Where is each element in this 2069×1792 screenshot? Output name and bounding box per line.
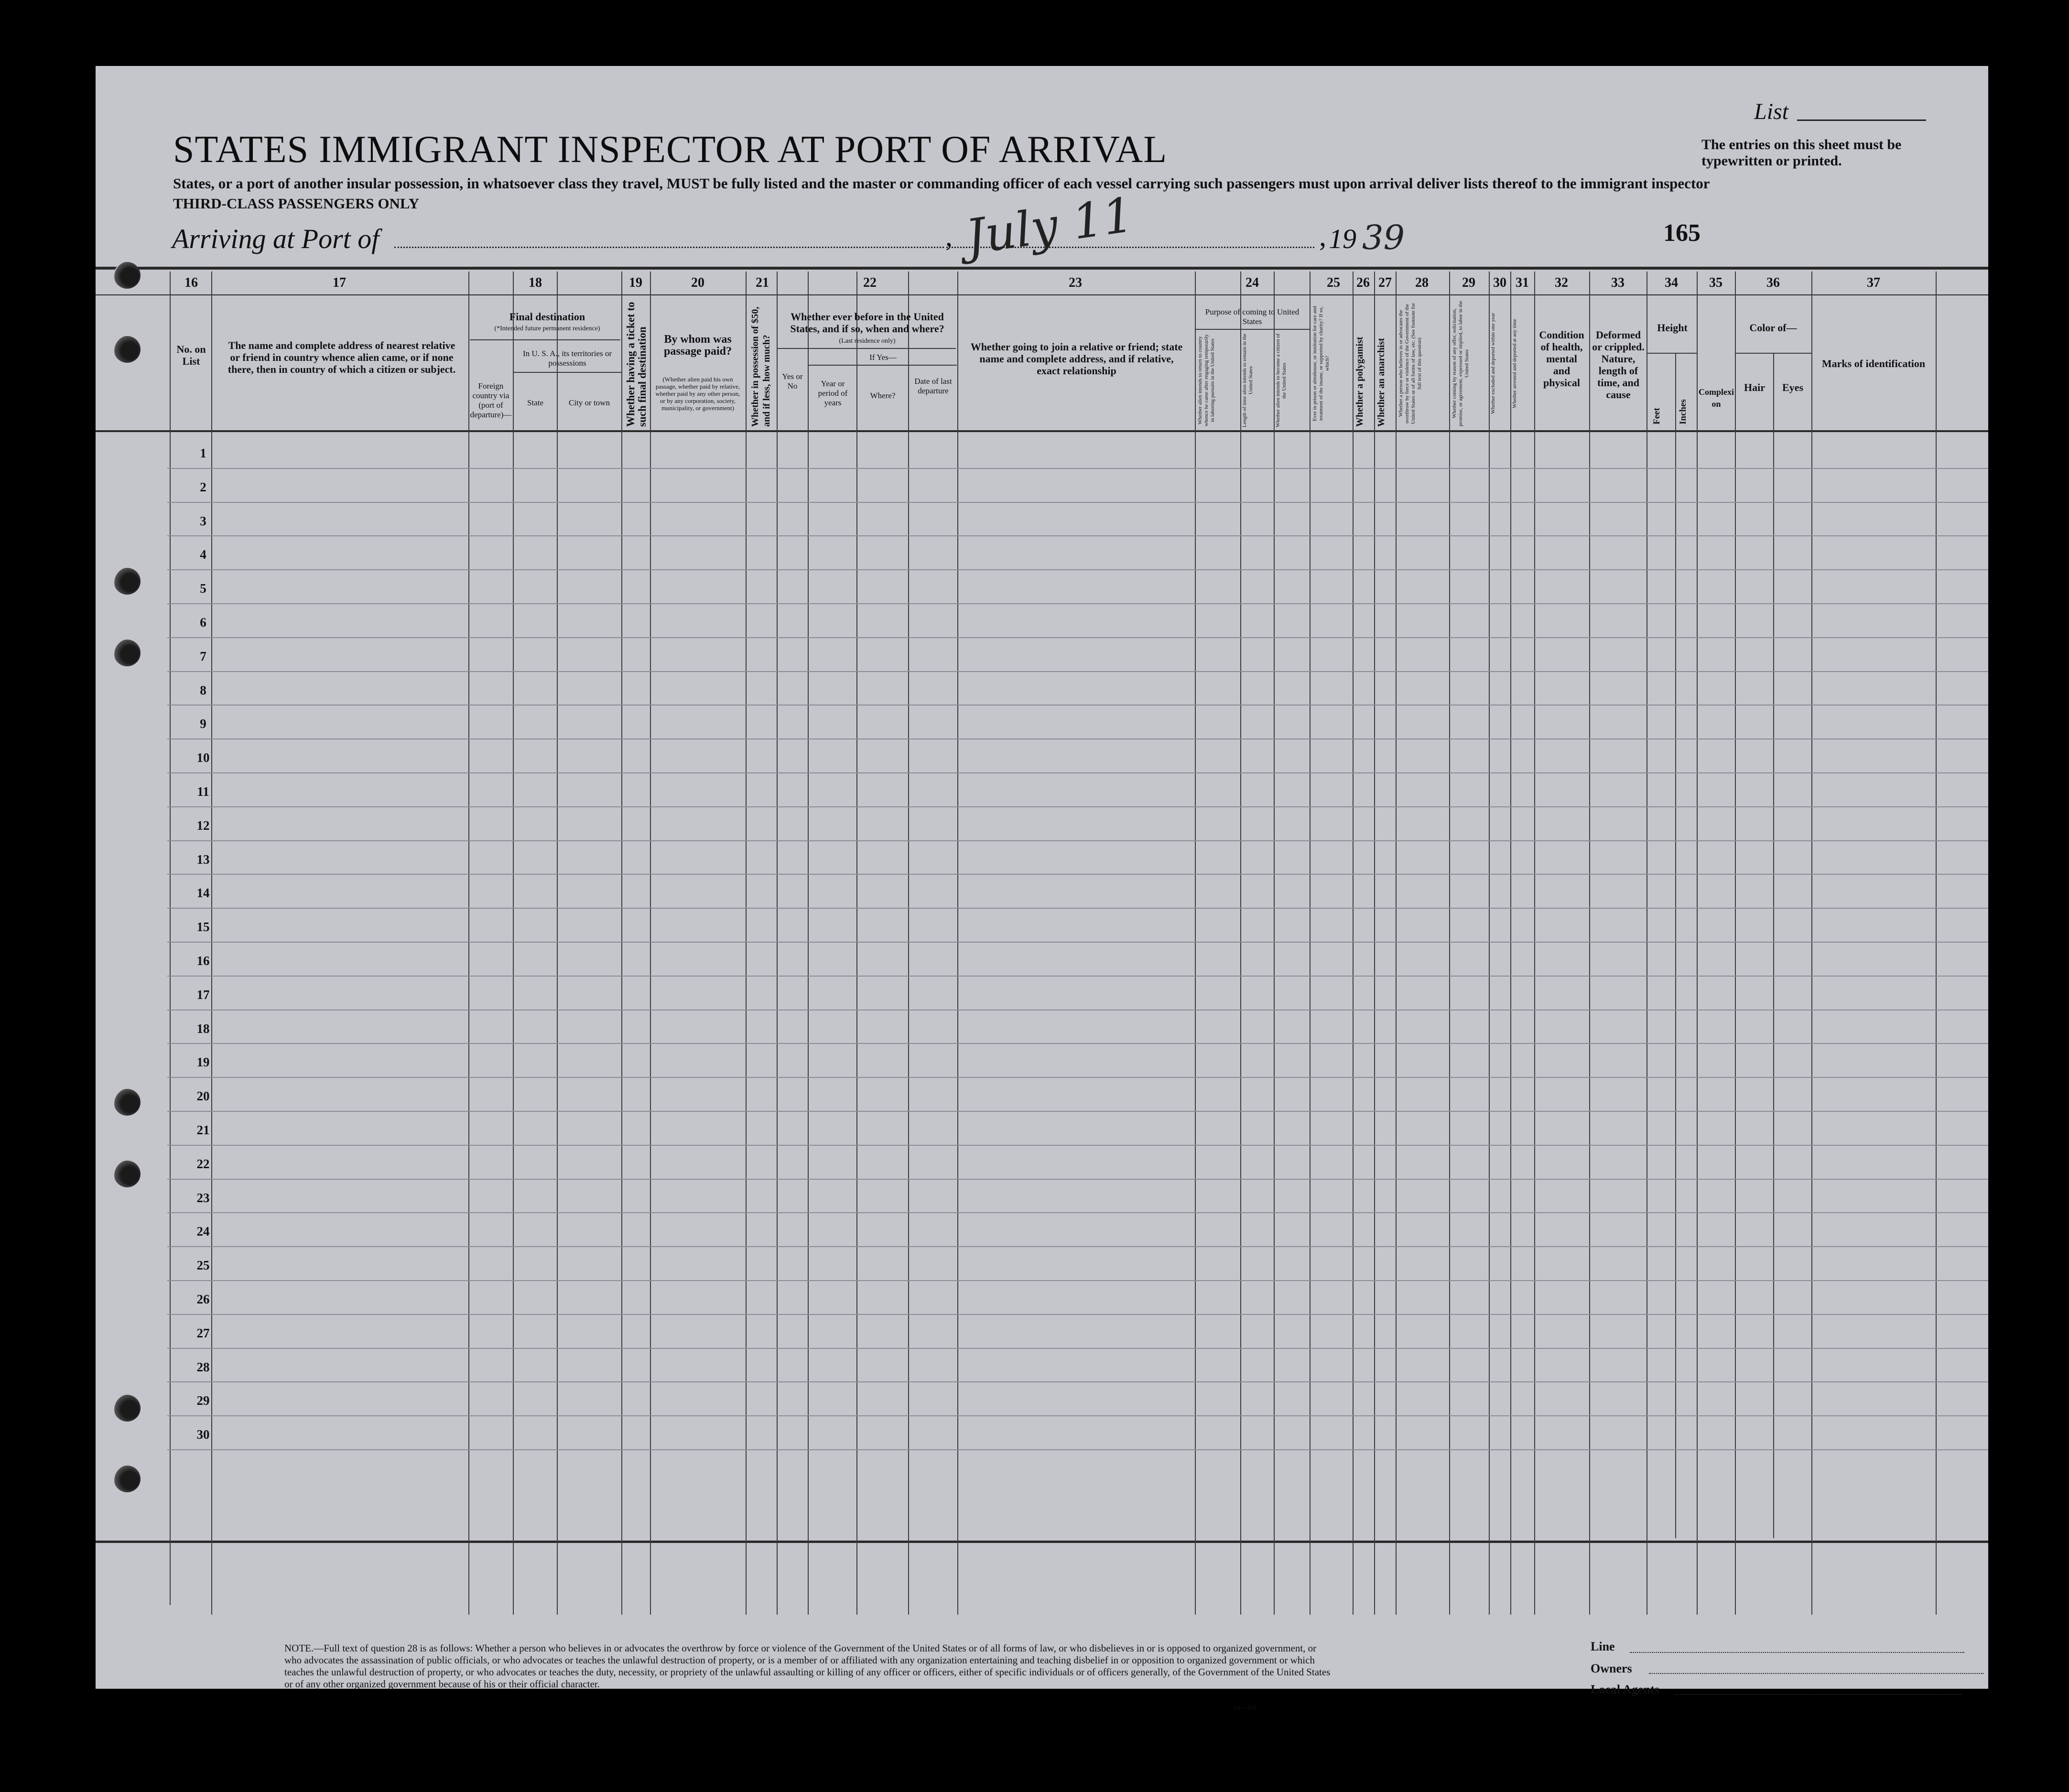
col24-rule xyxy=(1196,329,1310,330)
col-number: 24 xyxy=(1246,275,1259,290)
col25-header: Ever in prison or almshouse, or institution for care and treatment of the insane, or supported by charity? If so, which? xyxy=(1312,306,1330,421)
col36-rule xyxy=(1736,353,1811,354)
col23-header: Whether going to join a relative or friend; state name and complete address, and if relative, exact relationship xyxy=(970,341,1183,377)
col34-feet: Feet xyxy=(1652,408,1662,424)
col-line xyxy=(908,272,909,1615)
row-number: 20 xyxy=(196,1089,210,1104)
col-line xyxy=(557,272,558,1615)
col22-header: Whether ever before in the United States, and if so, when and where? xyxy=(790,311,944,335)
col16-header: No. on List xyxy=(176,343,206,367)
col-number: 31 xyxy=(1516,275,1529,290)
col-line xyxy=(808,272,809,1615)
col-number: 36 xyxy=(1766,275,1780,290)
row-number: 9 xyxy=(200,717,206,731)
owners-label: Owners xyxy=(1591,1662,1632,1675)
col34-rule xyxy=(1647,353,1697,354)
col-line xyxy=(1240,272,1241,1615)
row-rule xyxy=(167,637,1988,638)
col-number: 35 xyxy=(1709,275,1722,290)
col30-header: Whether excluded and deported within one year xyxy=(1490,313,1496,414)
row-rule xyxy=(167,840,1988,841)
header-rule xyxy=(96,267,1988,270)
row-rule xyxy=(167,1381,1988,1382)
list-label: List xyxy=(1754,99,1789,124)
row-rule xyxy=(167,772,1988,773)
row-number: 21 xyxy=(196,1123,210,1137)
punch-hole xyxy=(114,1161,141,1187)
row-number: 15 xyxy=(196,920,210,934)
row-number: 14 xyxy=(196,886,210,901)
col-number: 32 xyxy=(1555,275,1568,290)
manifest-sheet xyxy=(96,66,1988,1712)
punch-hole xyxy=(114,1395,141,1422)
row-number: 29 xyxy=(196,1393,210,1408)
list-line xyxy=(1797,119,1926,121)
col18-sub: (*Intended future permanent residence) xyxy=(494,325,600,332)
page-number: 165 xyxy=(1663,219,1701,247)
col-number: 28 xyxy=(1415,275,1429,290)
row-number: 17 xyxy=(196,987,210,1002)
col20-sub: (Whether alien paid his own passage, whether paid by relative, whether paid by any other person, or by any corporation, society, municipality, or government) xyxy=(655,376,740,412)
col31-header: Whether arrested and deported at any time xyxy=(1512,319,1517,408)
row-rule xyxy=(167,1145,1988,1146)
col22-date: Date of last departure xyxy=(914,377,952,395)
row-number: 12 xyxy=(196,818,210,833)
line-signature-line xyxy=(1630,1652,1964,1653)
row-number: 25 xyxy=(196,1258,210,1273)
col-line xyxy=(1697,272,1698,1615)
agents-signature-line xyxy=(1675,1694,1962,1695)
row-rule xyxy=(167,1212,1988,1213)
entries-note: The entries on this sheet must be typewritten or printed. xyxy=(1701,137,1902,169)
row-rule xyxy=(167,1348,1988,1349)
row-number: 24 xyxy=(196,1224,210,1239)
colnum-rule xyxy=(96,294,1988,295)
col-line xyxy=(650,272,651,1615)
owners-signature-line xyxy=(1649,1673,1983,1674)
punch-hole xyxy=(114,1466,141,1492)
col-line xyxy=(170,272,171,1605)
col-line xyxy=(1353,272,1354,1615)
col36-header: Color of— xyxy=(1749,322,1797,334)
col-line xyxy=(1274,272,1275,1615)
row-number: 26 xyxy=(196,1292,210,1306)
col-line xyxy=(621,272,622,1615)
col-number: 33 xyxy=(1611,275,1625,290)
handwritten-date: July 11 xyxy=(962,186,1137,265)
col-line xyxy=(1195,272,1196,1615)
col-line xyxy=(1310,272,1311,1615)
col-line xyxy=(1589,272,1590,1615)
col-number: 27 xyxy=(1378,275,1392,290)
col24-header: Purpose of coming to United States xyxy=(1205,307,1300,326)
row-rule xyxy=(167,806,1988,807)
col26-header: Whether a polygamist xyxy=(1354,337,1365,427)
row-rule xyxy=(167,1314,1988,1315)
row-rule xyxy=(167,535,1988,536)
col-number: 22 xyxy=(863,275,877,290)
year-prefix: 19 xyxy=(1329,223,1356,254)
subtitle: States, or a port of another insular possession, in whatsoever class they travel, MUST be fully listed and the master or commanding officer of each vessel carrying such passengers must upon arrival deliver lists thereof to the immigrant inspector xyxy=(173,175,1710,192)
col22-ifyes-rule xyxy=(809,365,957,366)
row-number: 8 xyxy=(200,683,206,697)
row-number: 19 xyxy=(196,1055,210,1070)
row-rule xyxy=(167,569,1988,570)
row-number: 22 xyxy=(196,1156,210,1171)
col37-header: Marks of identification xyxy=(1821,358,1926,369)
footnote: NOTE.—Full text of question 28 is as follows: Whether a person who believes in or advocates the overthrow by force or violence of the Government of the United States or of all forms of law, or who disbelieves in or is opposed to organized government, or who advocates the assassination of public officials, or who advocates or teaches the unlawful destruction of property, or is a member of or affiliated with any organization entertaining and teaching disbelief in or opposition to organized government or which teaches the unlawful destruction of property, or who advocates or teaches the duty, necessity, or propriety of the unlawful assaulting or killing of any officer or officers, either of specific individuals or of officers generally, of the Government of the United States or of any other organized government because of his or their official character. xyxy=(284,1642,1331,1690)
row-number: 27 xyxy=(196,1325,210,1340)
agents-label: Local Agents xyxy=(1591,1683,1659,1696)
col34-header: Height xyxy=(1657,322,1688,334)
col-number: 20 xyxy=(691,275,704,290)
col18-usa-rule xyxy=(514,372,621,373)
col-line xyxy=(1510,272,1511,1615)
row-rule xyxy=(167,1043,1988,1044)
col-line xyxy=(856,272,857,1615)
row-number: 13 xyxy=(196,852,210,867)
row-rule xyxy=(167,705,1988,706)
row-rule xyxy=(167,1415,1988,1416)
col-line xyxy=(1449,272,1450,1615)
col-line xyxy=(513,272,514,1615)
row-number: 2 xyxy=(200,479,206,494)
col-line xyxy=(211,272,212,1615)
col-line xyxy=(1374,272,1375,1615)
col-number: 37 xyxy=(1867,275,1880,290)
row-rule xyxy=(167,1449,1988,1450)
row-number: 3 xyxy=(200,513,206,528)
col-number: 21 xyxy=(756,275,769,290)
row-number: 10 xyxy=(196,750,210,765)
row-rule xyxy=(167,603,1988,604)
row-number: 6 xyxy=(200,615,206,630)
col-number: 26 xyxy=(1356,275,1370,290)
punch-hole xyxy=(114,336,141,363)
col-number: 29 xyxy=(1462,275,1475,290)
row-rule xyxy=(167,1280,1988,1281)
row-rule xyxy=(167,671,1988,672)
col21-header: Whether in possession of $50, and if less, how much? xyxy=(750,306,772,427)
col-number: 17 xyxy=(333,275,346,290)
col27-header: Whether an anarchist xyxy=(1376,338,1387,427)
col-line xyxy=(468,272,469,1615)
col-number: 25 xyxy=(1327,275,1340,290)
row-number: 4 xyxy=(200,547,206,562)
punch-hole xyxy=(114,1089,141,1116)
col-line xyxy=(1773,353,1774,1538)
punch-hole xyxy=(114,568,141,595)
col-number: 23 xyxy=(1069,275,1082,290)
header-bottom-rule xyxy=(96,430,1988,432)
row-number: 5 xyxy=(200,581,206,596)
col-number: 18 xyxy=(529,275,542,290)
comma: , xyxy=(1319,220,1326,252)
col20-header: By whom was passage paid? xyxy=(663,333,732,358)
col18-foreign: Foreign country via (port of departure)— xyxy=(470,381,512,419)
col-line xyxy=(1675,353,1676,1538)
row-rule xyxy=(167,908,1988,909)
row-rule xyxy=(167,1179,1988,1180)
col-line xyxy=(957,272,958,1615)
col18-state: State xyxy=(527,398,543,407)
row-rule xyxy=(167,1246,1988,1247)
row-number: 18 xyxy=(196,1021,210,1036)
col-line xyxy=(1534,272,1535,1615)
col17-header: The name and complete address of nearest relative or friend in country whence alien came, or if none there, then in country of which a citizen or subject. xyxy=(227,339,456,375)
port-line xyxy=(394,247,944,248)
row-rule xyxy=(167,502,1988,503)
col19-header: Whether having a ticket to such final destination xyxy=(625,302,648,427)
row-number: 11 xyxy=(197,784,209,799)
col-number: 19 xyxy=(629,275,642,290)
punch-hole xyxy=(114,640,141,666)
col-line xyxy=(746,272,747,1615)
col22-year: Year or period of years xyxy=(818,379,848,407)
row-number: 23 xyxy=(196,1190,210,1205)
col22-sub: (Last residence only) xyxy=(839,337,896,345)
col24-part-b: Length of time alien intends to remain in the United States xyxy=(1242,333,1254,428)
row-rule xyxy=(167,468,1988,469)
col28-header: Whether a person who believes in or advocates the overthrow by force or violence of the Government of the United States or of all forms of law, etc. (See footnote for full text of this question) xyxy=(1398,303,1422,424)
col36-eyes: Eyes xyxy=(1782,381,1803,393)
col36-hair: Hair xyxy=(1744,381,1765,393)
row-number: 16 xyxy=(196,954,210,968)
col-line xyxy=(1811,272,1812,1615)
col24-part-c: Whether alien intends to become a citizen of the United States xyxy=(1275,333,1287,428)
col18-city: City or town xyxy=(569,398,610,407)
col22-rule xyxy=(778,348,956,349)
col-line xyxy=(1936,272,1937,1615)
date-line xyxy=(946,247,1314,248)
row-rule xyxy=(167,1111,1988,1112)
table-bottom-rule xyxy=(96,1541,1988,1543)
col24-part-a: Whether alien intends to return to country whence he came after engaging temporarily in laboring pursuits in the United States xyxy=(1197,334,1215,427)
col-line xyxy=(1735,272,1736,1615)
handwritten-year: 39 xyxy=(1362,218,1405,257)
comma: , xyxy=(945,220,953,252)
col-line xyxy=(1396,272,1397,1615)
page-title: STATES IMMIGRANT INSPECTOR AT PORT OF ARRIVAL xyxy=(173,129,1168,171)
col22-where: Where? xyxy=(870,391,896,400)
row-number: 30 xyxy=(196,1427,210,1442)
row-number: 1 xyxy=(200,446,206,460)
punch-hole xyxy=(114,262,141,289)
col18-usa: In U. S. A., its territories or possessions xyxy=(522,349,612,368)
col34-inches: Inches xyxy=(1678,399,1688,424)
col-line xyxy=(1489,272,1490,1615)
col32-header: Condition of health, mental and physical xyxy=(1539,329,1584,389)
col22-yesno: Yes or No xyxy=(782,372,803,391)
col18-sub-rule xyxy=(470,339,620,340)
row-number: 28 xyxy=(196,1359,210,1374)
line-label: Line xyxy=(1591,1640,1615,1653)
col18-header: Final destination xyxy=(509,311,585,323)
row-rule xyxy=(167,942,1988,943)
class-line: THIRD-CLASS PASSENGERS ONLY xyxy=(173,195,420,212)
row-rule xyxy=(167,1077,1988,1078)
col-line xyxy=(777,272,778,1615)
col-number: 30 xyxy=(1493,275,1506,290)
row-rule xyxy=(167,874,1988,875)
col29-header: Whether coming by reason of any offer, solicitation, promise, or agreement, expressed or implied, to labor in the United States xyxy=(1452,301,1470,426)
col35-header: Complexion xyxy=(1699,387,1734,409)
col22-ifyes: If Yes— xyxy=(869,353,897,362)
port-label: Arriving at Port of xyxy=(172,223,379,254)
row-number: 7 xyxy=(200,649,206,663)
col33-header: Deformed or crippled. Nature, length of time, and cause xyxy=(1592,329,1645,401)
form-code: 14—450 xyxy=(1233,1705,1257,1712)
col-number: 34 xyxy=(1665,275,1678,290)
row-rule xyxy=(167,976,1988,977)
col-number: 16 xyxy=(184,275,198,290)
